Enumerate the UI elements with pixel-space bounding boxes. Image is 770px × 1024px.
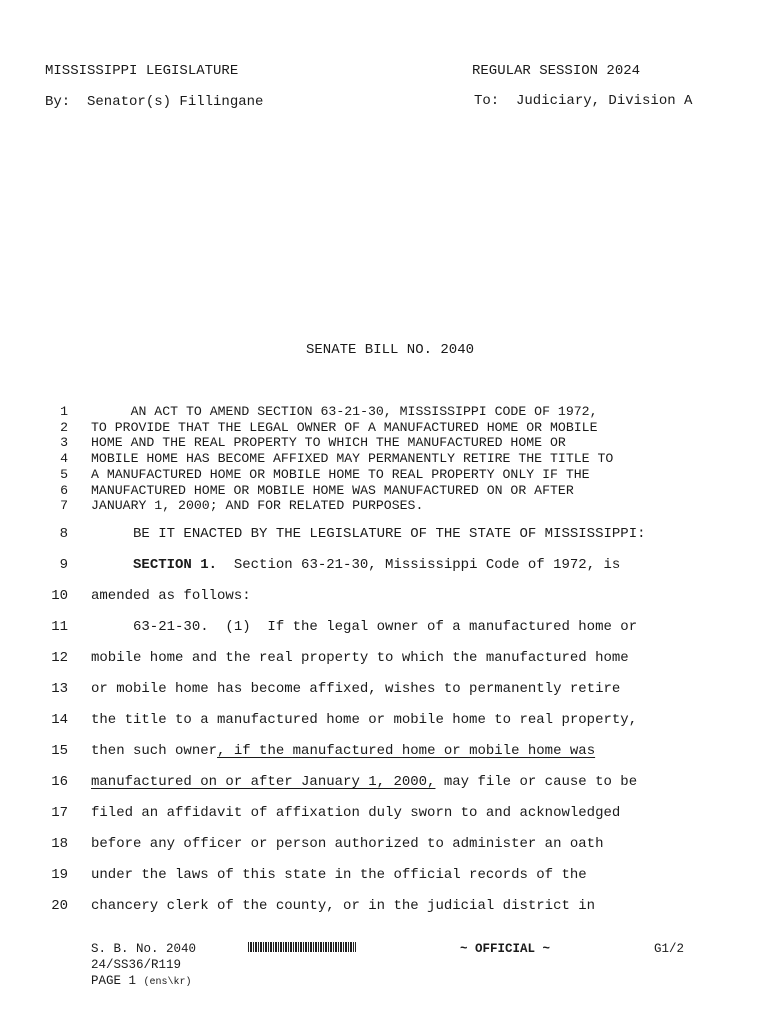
line-number: 5 [60,467,68,482]
act-line: AN ACT TO AMEND SECTION 63-21-30, MISSISSIPPI CODE OF 1972, [91,404,598,419]
body-line: chancery clerk of the county, or in the judicial district in [91,898,596,914]
committee-line: To: Judiciary, Division A [474,93,693,109]
line-number: 2 [60,420,68,435]
line-number: 10 [51,588,68,604]
legislature-name: MISSISSIPPI LEGISLATURE [45,63,239,79]
body-line: mobile home and the real property to which the manufactured home [91,650,629,666]
barcode-icon [248,942,356,952]
body-line: before any officer or person authorized to administer an oath [91,836,604,852]
sponsor-line: By: Senator(s) Fillingane [45,94,264,110]
line-number: 15 [51,743,68,759]
act-line: TO PROVIDE THAT THE LEGAL OWNER OF A MANUFACTURED HOME OR MOBILE [91,420,598,435]
line-number: 20 [51,898,68,914]
line-number: 17 [51,805,68,821]
act-line: A MANUFACTURED HOME OR MOBILE HOME TO REAL PROPERTY ONLY IF THE [91,467,590,482]
line-number: 14 [51,712,68,728]
body-line: the title to a manufactured home or mobile home to real property, [91,712,638,728]
typist-initials: (ens\kr) [143,977,192,988]
body-line: 63-21-30. (1) If the legal owner of a manufactured home or [91,619,638,635]
page-code: G1/2 [654,942,685,956]
body-line: filed an affidavit of affixation duly sworn to and acknowledged [91,805,621,821]
line-number: 9 [59,557,68,573]
inserted-text: manufactured on or after January 1, 2000, [91,774,436,790]
body-line [91,774,637,790]
official-label: ~ OFFICIAL ~ [460,942,551,956]
section-label: SECTION 1. [133,557,218,573]
plain-text: then such owner [91,743,218,759]
enacting-clause: BE IT ENACTED BY THE LEGISLATURE OF THE STATE OF MISSISSIPPI: [91,526,646,542]
act-line: MANUFACTURED HOME OR MOBILE HOME WAS MANUFACTURED ON OR AFTER [91,483,574,498]
line-number: 7 [60,498,68,513]
inserted-text: , if the manufactured home or mobile home was [217,743,596,759]
line-number: 16 [51,774,68,790]
body-line: or mobile home has become affixed, wishes to permanently retire [91,681,621,697]
line-number: 1 [60,404,68,419]
body-line [91,743,595,759]
line-number: 18 [51,836,68,852]
act-line: JANUARY 1, 2000; AND FOR RELATED PURPOSES. [91,498,424,513]
body-line [91,557,620,573]
section-text: Section 63-21-30, Mississippi Code of 1972, is [217,557,621,573]
act-line: HOME AND THE REAL PROPERTY TO WHICH THE MANUFACTURED HOME OR [91,435,566,450]
body-line: amended as follows: [91,588,251,604]
line-number: 19 [51,867,68,883]
page-label: PAGE 1 [91,974,137,988]
document-code: 24/SS36/R119 [91,958,182,972]
session-label: REGULAR SESSION 2024 [472,63,641,79]
line-number: 6 [60,483,68,498]
line-number: 13 [51,681,68,697]
line-number: 3 [60,435,68,450]
body-line: under the laws of this state in the official records of the [91,867,587,883]
line-number: 11 [51,619,68,635]
line-number: 4 [60,451,68,466]
footer-bill-number: S. B. No. 2040 [91,942,197,956]
line-number: 12 [51,650,68,666]
plain-text: may file or cause to be [435,774,638,790]
line-number: 8 [59,526,68,542]
act-line: MOBILE HOME HAS BECOME AFFIXED MAY PERMANENTLY RETIRE THE TITLE TO [91,451,614,466]
bill-title: SENATE BILL NO. 2040 [305,342,475,358]
page-number [91,974,192,988]
